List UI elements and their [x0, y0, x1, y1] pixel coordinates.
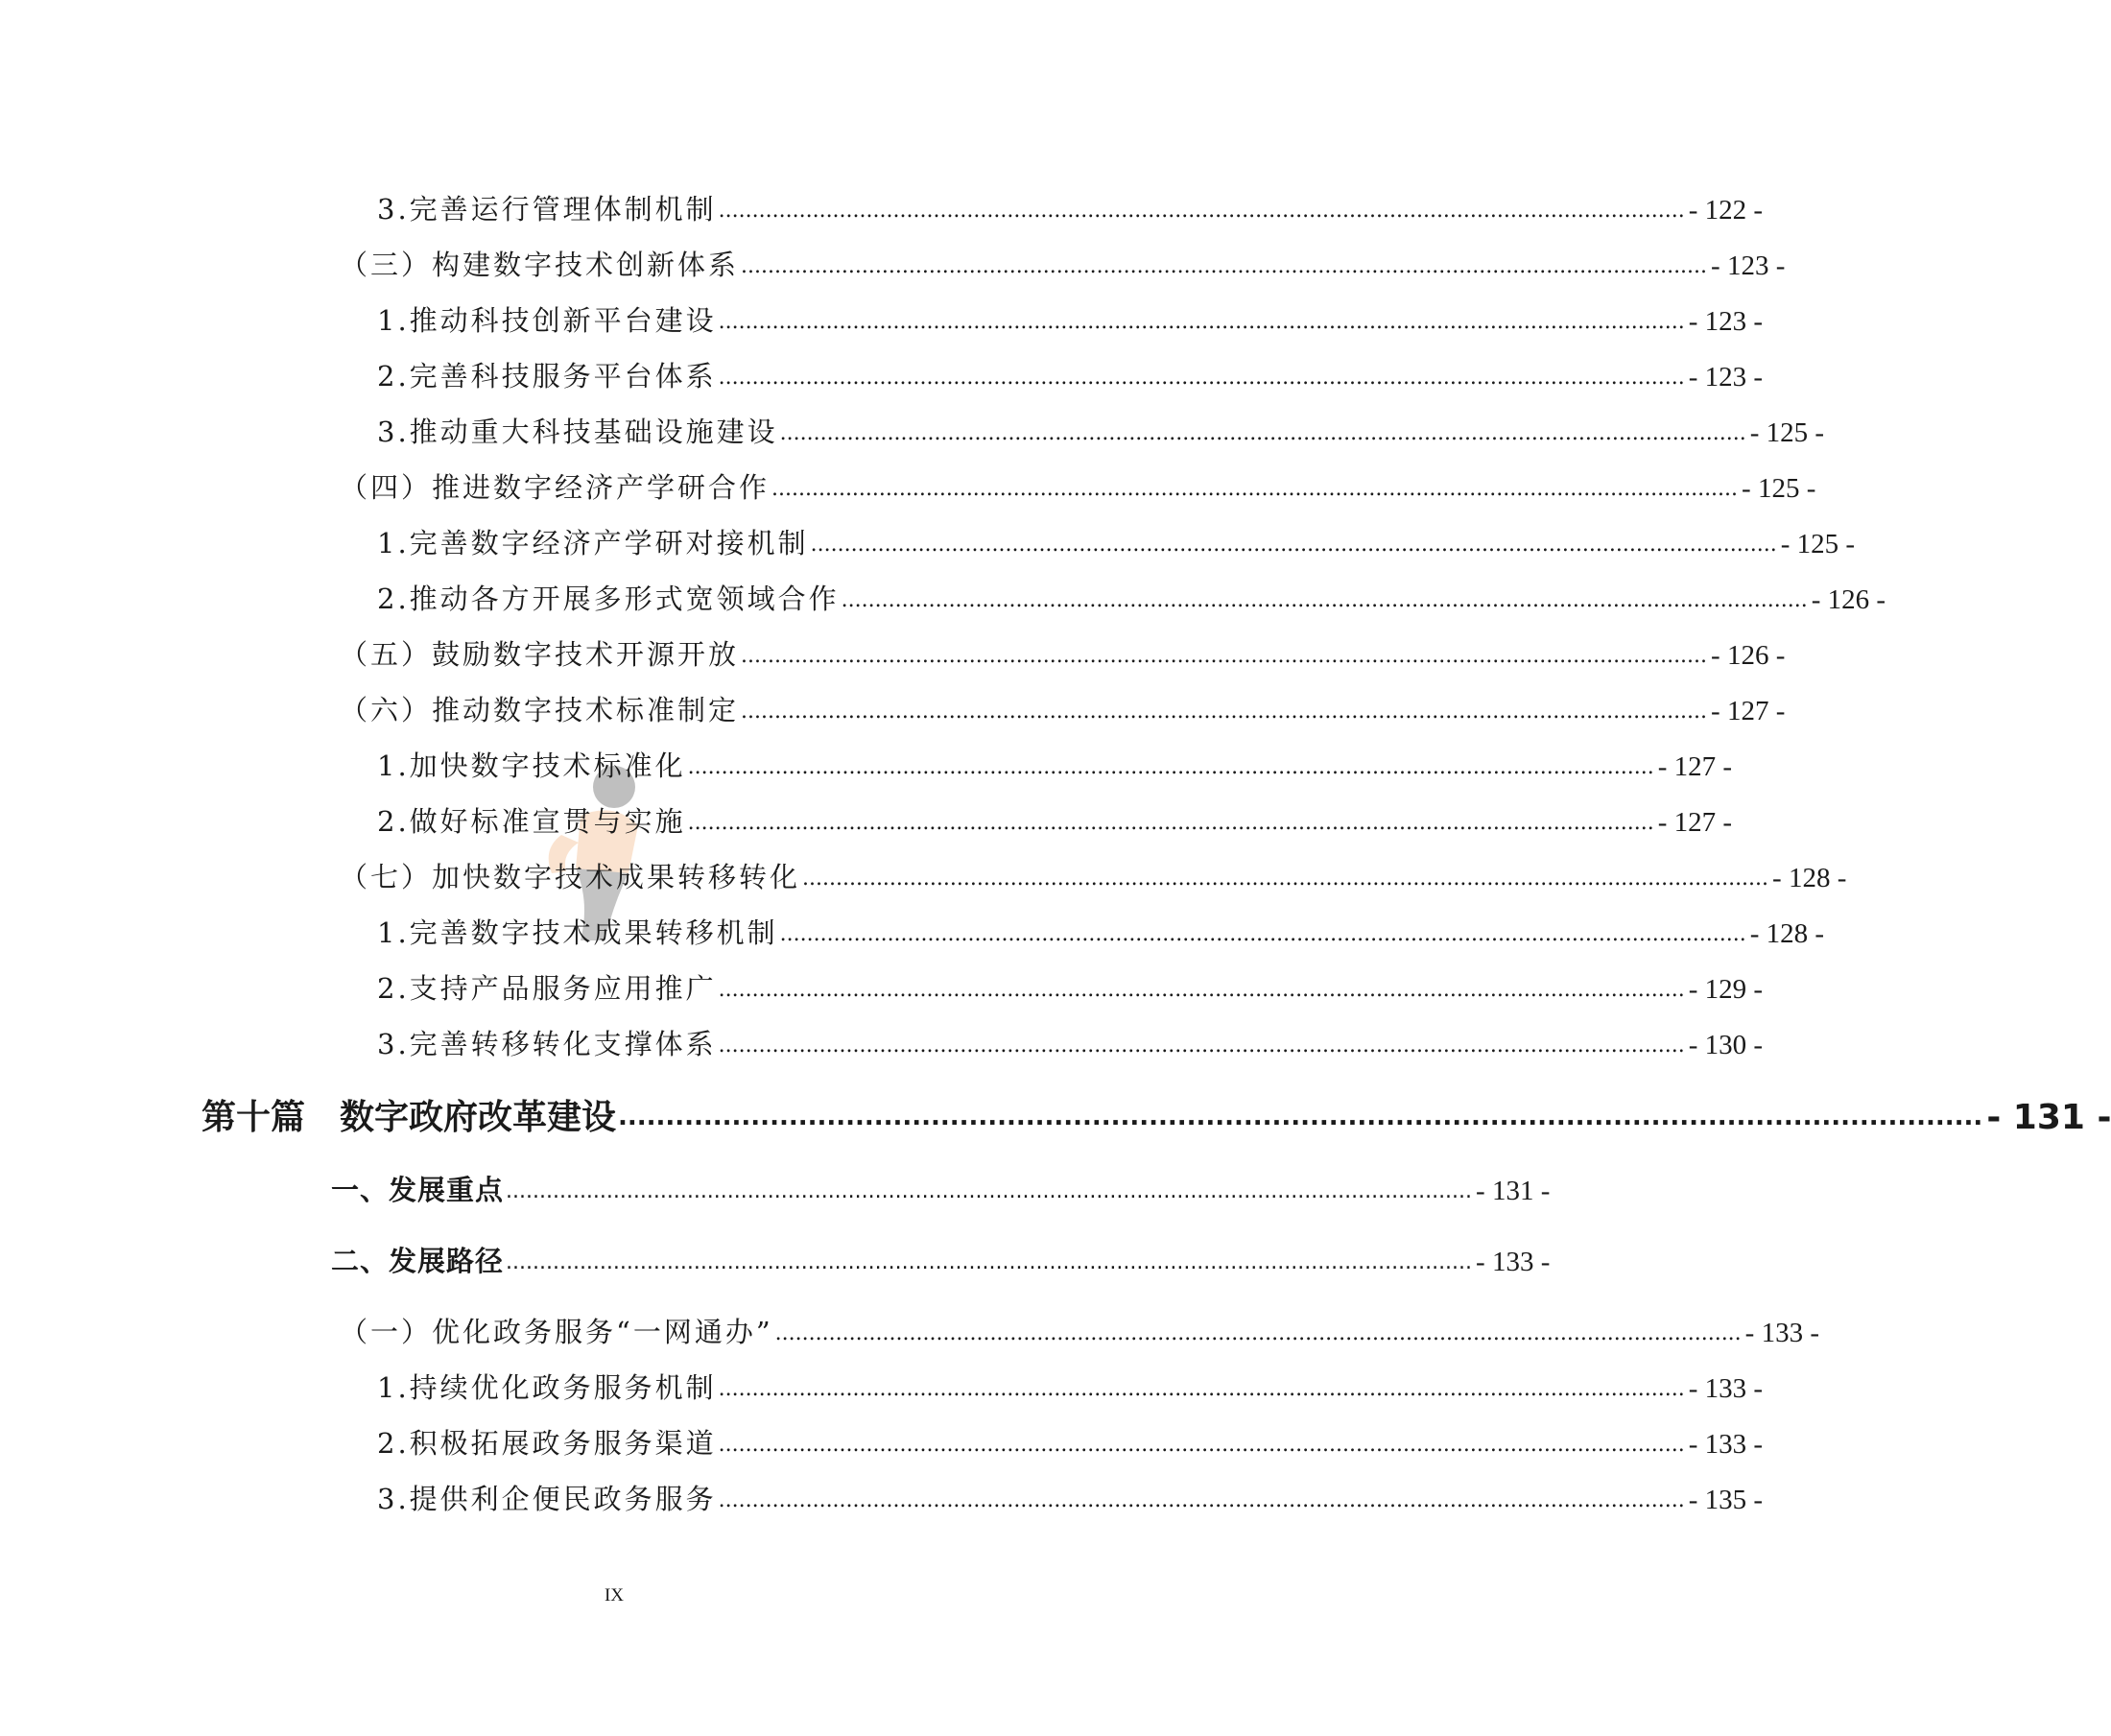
- toc-entry-title: 1.推动科技创新平台建设: [377, 304, 717, 337]
- toc-section-heading[interactable]: [331, 1240, 1551, 1282]
- part-name: 数字政府改革建设: [340, 1098, 617, 1137]
- dot-leader: ................................................................................................................................................: [718, 199, 1685, 223]
- toc-entry-title: 2.积极拓展政务服务渠道: [377, 1427, 717, 1460]
- toc-entry-page: - 131 -: [1986, 1098, 2111, 1137]
- toc-entry[interactable]: [377, 411, 1825, 453]
- toc-part-heading[interactable]: [202, 1090, 2111, 1140]
- toc-entry-page: - 123 -: [1688, 362, 1764, 392]
- toc-entry-page: - 123 -: [1688, 306, 1764, 337]
- toc-entry[interactable]: [340, 856, 1847, 898]
- dot-leader: ................................................................................................................................................: [718, 978, 1685, 1002]
- toc-entry-title: 1.加快数字技术标准化: [377, 749, 686, 782]
- toc-entry[interactable]: [340, 633, 1786, 676]
- toc-entry-page: - 133 -: [1688, 1373, 1764, 1404]
- toc-entry-page: - 125 -: [1742, 473, 1816, 504]
- toc-entry-title: 3.推动重大科技基础设施建设: [377, 416, 778, 448]
- dot-leader: ................................................................................................................................................: [506, 1179, 1473, 1203]
- toc-entry-title: 2.支持产品服务应用推广: [377, 972, 717, 1005]
- toc-entry-page: - 128 -: [1772, 863, 1847, 893]
- toc-entry-page: - 123 -: [1711, 250, 1786, 281]
- dot-leader: ................................................................................................................................................: [718, 1433, 1685, 1457]
- dot-leader: ................................................................................................................................................: [779, 922, 1746, 946]
- toc-entry[interactable]: [377, 188, 1764, 230]
- toc-entry-page: - 127 -: [1657, 751, 1733, 782]
- toc-entry-page: - 129 -: [1688, 974, 1764, 1005]
- dot-leader: ................................................................................................................................................: [741, 700, 1708, 724]
- part-title: [202, 1090, 616, 1139]
- toc-entry-title: （三）构建数字技术创新体系: [340, 249, 740, 281]
- toc-entry[interactable]: [340, 1311, 1819, 1353]
- toc-entry[interactable]: [377, 299, 1764, 342]
- part-number: 第十篇: [202, 1098, 306, 1137]
- dot-leader: ................................................................................................................................................: [618, 1103, 1983, 1131]
- toc-entry[interactable]: [377, 1422, 1764, 1464]
- toc-entry[interactable]: [377, 912, 1825, 954]
- toc-entry[interactable]: [340, 466, 1816, 509]
- toc-entry-page: - 133 -: [1476, 1247, 1551, 1277]
- toc-entry-title: 3.完善转移转化支撑体系: [377, 1028, 717, 1060]
- dot-leader: ................................................................................................................................................: [718, 1488, 1685, 1512]
- toc-entry-title: 二、发展路径: [331, 1245, 505, 1277]
- toc-entry-title: 一、发展重点: [331, 1174, 505, 1206]
- toc-entry[interactable]: [377, 578, 1886, 620]
- toc-entry-page: - 128 -: [1749, 918, 1825, 949]
- toc-entry-title: （七）加快数字技术成果转移转化: [340, 861, 801, 893]
- dot-leader: ................................................................................................................................................: [841, 588, 1808, 612]
- dot-leader: ................................................................................................................................................: [718, 1034, 1685, 1058]
- page-footer-number: IX: [604, 1585, 625, 1605]
- toc-entry-page: - 130 -: [1688, 1030, 1764, 1060]
- toc-entry[interactable]: [377, 1367, 1764, 1409]
- toc-entry-title: （六）推动数字技术标准制定: [340, 694, 740, 726]
- dot-leader: ................................................................................................................................................: [741, 254, 1708, 278]
- dot-leader: ................................................................................................................................................: [718, 366, 1685, 390]
- toc-entry-page: - 127 -: [1657, 807, 1733, 838]
- toc-entry-page: - 125 -: [1749, 417, 1825, 448]
- toc-entry-page: - 126 -: [1711, 640, 1786, 671]
- toc-entry-title: （四）推进数字经济产学研合作: [340, 471, 771, 504]
- toc-entry-title: 1.完善数字经济产学研对接机制: [377, 527, 809, 559]
- dot-leader: ................................................................................................................................................: [718, 310, 1685, 334]
- toc-entry-page: - 127 -: [1711, 696, 1786, 726]
- dot-leader: ................................................................................................................................................: [774, 1321, 1742, 1345]
- toc-entry[interactable]: [377, 1478, 1764, 1520]
- toc-entry[interactable]: [340, 689, 1786, 731]
- dot-leader: ................................................................................................................................................: [810, 533, 1777, 557]
- dot-leader: ................................................................................................................................................: [771, 477, 1739, 501]
- dot-leader: ................................................................................................................................................: [741, 644, 1708, 668]
- toc-entry-title: 2.完善科技服务平台体系: [377, 360, 717, 392]
- toc-entry-title: 3.完善运行管理体制机制: [377, 193, 717, 226]
- dot-leader: ................................................................................................................................................: [779, 421, 1746, 445]
- toc-entry-page: - 135 -: [1688, 1485, 1764, 1515]
- toc-entry[interactable]: [377, 355, 1764, 397]
- toc-entry-title: 1.完善数字技术成果转移机制: [377, 916, 778, 949]
- dot-leader: ................................................................................................................................................: [687, 755, 1654, 779]
- toc-entry[interactable]: [377, 522, 1856, 564]
- toc-entry-title: 3.提供利企便民政务服务: [377, 1483, 717, 1515]
- toc-entry-page: - 122 -: [1688, 195, 1764, 226]
- dot-leader: ................................................................................................................................................: [506, 1250, 1473, 1274]
- toc-entry[interactable]: [377, 745, 1733, 787]
- toc-entry-page: - 133 -: [1744, 1318, 1819, 1348]
- toc-entry-title: （五）鼓励数字技术开源开放: [340, 638, 740, 671]
- toc-entry-page: - 133 -: [1688, 1429, 1764, 1460]
- toc-entry[interactable]: [377, 800, 1733, 843]
- toc-entry-page: - 125 -: [1780, 529, 1856, 559]
- toc-section-heading[interactable]: [331, 1169, 1551, 1211]
- toc-entry[interactable]: [340, 244, 1786, 286]
- toc-entry-title: （一）优化政务服务“一网通办”: [340, 1316, 773, 1348]
- toc-entry-title: 1.持续优化政务服务机制: [377, 1371, 717, 1404]
- toc-entry-page: - 131 -: [1476, 1176, 1551, 1206]
- toc-entry[interactable]: [377, 967, 1764, 1010]
- toc-entry-title: 2.做好标准宣贯与实施: [377, 805, 686, 838]
- toc-entry-page: - 126 -: [1811, 584, 1886, 615]
- toc-entry[interactable]: [377, 1023, 1764, 1065]
- toc-entry-title: 2.推动各方开展多形式宽领域合作: [377, 583, 840, 615]
- dot-leader: ................................................................................................................................................: [802, 867, 1769, 891]
- dot-leader: ................................................................................................................................................: [687, 811, 1654, 835]
- dot-leader: ................................................................................................................................................: [718, 1377, 1685, 1401]
